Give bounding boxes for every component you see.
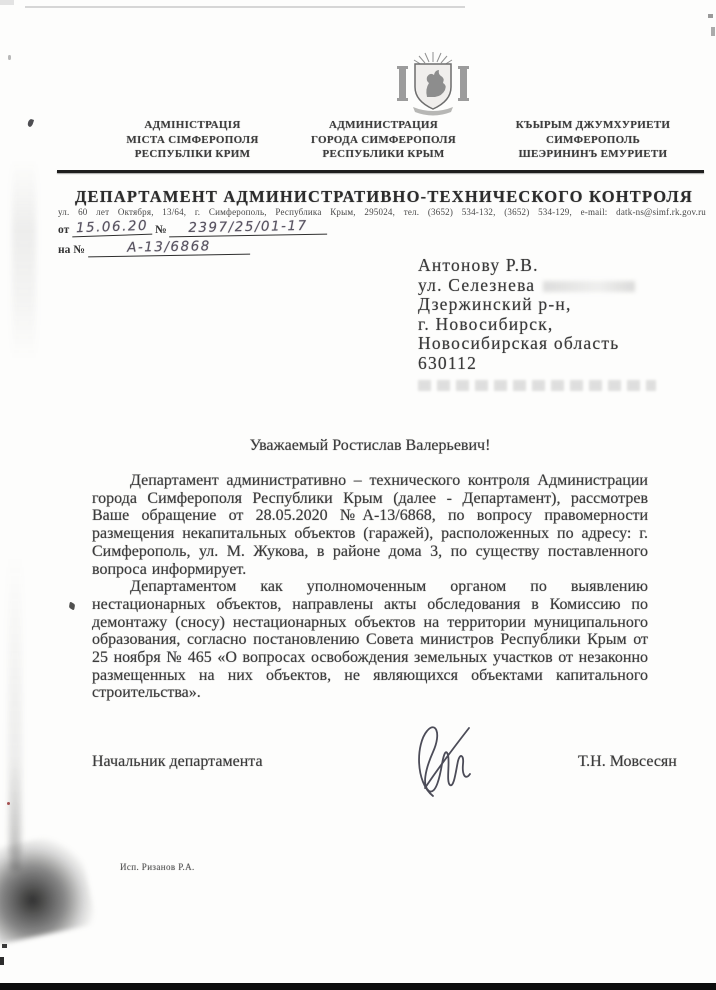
org-line: ШЕЭРИНИНЪ ЕМУРИЕТИ	[518, 148, 668, 160]
letterhead-org-crimean-tatar	[480, 118, 706, 162]
incoming-reference-row	[58, 239, 250, 256]
scan-artifact-smudge	[10, 760, 20, 870]
recipient-region: Новосибирская область	[418, 333, 620, 353]
recipient-street-text: ул. Селезнева	[418, 274, 536, 295]
letter-body	[92, 472, 648, 702]
scan-artifact-corner	[0, 0, 14, 5]
letterhead-divider	[57, 170, 704, 173]
recipient-postcode: 630112	[418, 352, 478, 373]
scan-edge-band	[0, 983, 716, 990]
body-paragraph-2: Департаментом как уполномоченным органом по выявлению нестационарных объектов, направлены акты обследования в Комиссию по демонтажу (сносу) нестационарных объектов на территории муниципального образования, согласно постановлению Совета министров Республики Крым от 25 ноября № 465 «О вопросах освобождения земельных участков от незаконно размещенных на них объектов, не являющихся объектами капитального строительства».	[92, 578, 648, 702]
scan-artifact-top-line	[25, 6, 465, 8]
org-line: АДМІНІСТРАЦІЯ	[144, 119, 241, 131]
org-line: КЪЫРЫМ ДЖУМХУРИЕТИ	[515, 119, 671, 131]
org-line: ГОРОДА СИМФЕРОПОЛЯ	[310, 133, 457, 146]
scan-artifact-speck	[27, 118, 34, 127]
scan-artifact-speck	[0, 957, 4, 965]
crimea-coat-of-arms-icon	[392, 50, 474, 116]
erased-text-smudge	[418, 380, 656, 391]
letterhead-org-russian	[292, 118, 475, 162]
scan-artifact-speck	[7, 802, 10, 805]
department-title: ДЕПАРТАМЕНТ АДМИНИСТРАТИВНО-ТЕХНИЧЕСКОГО КОНТРОЛЯ	[74, 187, 694, 206]
scan-artifact-ink-blob	[0, 831, 97, 945]
department-address-line: ул. 60 лет Октября, 13/64, г. Симферополь, Республика Крым, 295024, тел. (3652) 534-132, (3652) 534-129, e-mail: datk-ns@simf.rk.gov.ru	[58, 207, 706, 217]
handwritten-date: 15.06.20	[75, 217, 149, 237]
scan-artifact-speck	[708, 14, 713, 18]
scan-artifact-speck	[711, 27, 715, 36]
signer-position-title: Начальник департамента	[92, 753, 263, 770]
org-line: РЕСПУБЛІКИ КРИМ	[134, 148, 251, 160]
scan-artifact-smudge	[12, 160, 36, 360]
org-line: РЕСПУБЛИКИ КРЫМ	[322, 148, 445, 160]
org-line: МІСТА СІМФЕРОПОЛЯ	[126, 133, 259, 146]
letterhead-org-ukrainian	[70, 118, 315, 162]
number-label: №	[155, 224, 167, 236]
scan-artifact-smudge	[8, 555, 22, 855]
handwritten-outgoing-number: 2397/25/01-17	[188, 217, 309, 237]
org-line: АДМИНИСТРАЦИЯ	[328, 119, 439, 131]
recipient-district: Дзержинский р-н,	[418, 294, 572, 314]
body-paragraph-1: Департамент административно – технического контроля Администрации города Симферополя Республики Крым (далее - Департамент), рассмотрев Ваше обращение от 28.05.2020 №А-13/6868, по вопросу правомерности размещения некапитальных объектов (гаражей), расположенных по адресу: г. Симферополь, ул. М. Жукова, в районе дома 3, по существу поставленного вопроса информирует.	[92, 472, 648, 578]
org-line: СИМФЕРОПОЛЬ	[545, 133, 641, 146]
handwritten-signature-icon	[403, 722, 481, 804]
salutation: Уважаемый Ростислав Валерьевич!	[249, 437, 491, 454]
recipient-street	[418, 276, 656, 296]
scan-artifact-speck	[69, 601, 75, 610]
handwritten-incoming-number: А-13/6868	[126, 238, 211, 256]
outgoing-reference-row	[58, 219, 327, 236]
reply-label: на №	[58, 244, 85, 256]
scan-artifact-speck	[8, 55, 11, 60]
scan-artifact-speck	[2, 944, 7, 948]
recipient-name: Антонову Р.В.	[418, 255, 539, 275]
from-label: от	[58, 224, 70, 236]
signer-name: Т.Н. Мовсесян	[578, 753, 677, 770]
executor-note: Исп. Ризанов Р.А.	[120, 862, 195, 872]
recipient-city: г. Новосибирск,	[418, 313, 554, 334]
recipient-address-block	[418, 256, 656, 391]
redacted-smudge	[543, 281, 635, 292]
